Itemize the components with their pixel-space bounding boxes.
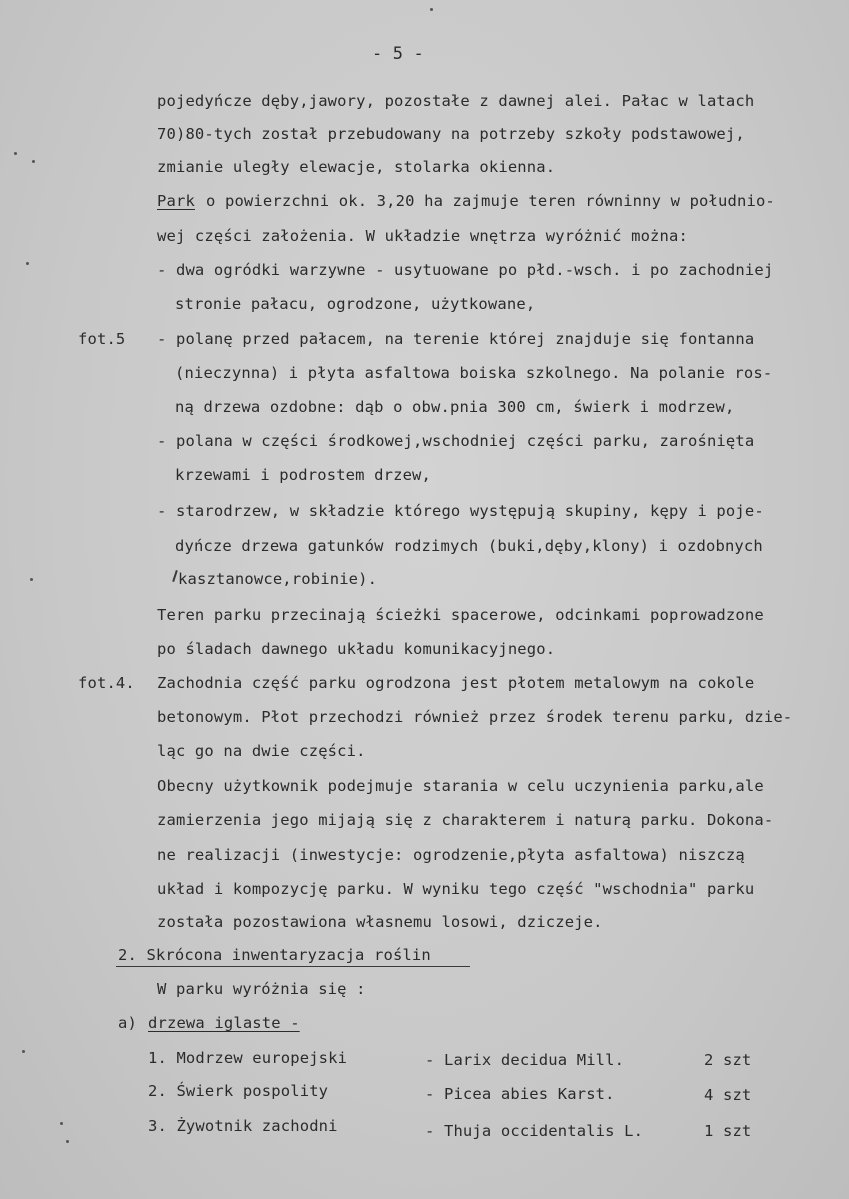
body-line: betonowym. Płot przechodzi również przez środek terenu parku, dzie- bbox=[157, 708, 793, 726]
body-line: (nieczynna) i płyta asfaltowa boiska szkolnego. Na polanie ros- bbox=[175, 364, 773, 382]
body-line: - starodrzew, w składzie którego występują skupiny, kępy i poje- bbox=[157, 502, 764, 520]
subsection-title: drzewa iglaste - bbox=[148, 1014, 300, 1032]
margin-note-fot5: fot.5 bbox=[78, 330, 126, 348]
tree-count: 1 szt bbox=[704, 1122, 752, 1140]
body-line: - polanę przed pałacem, na terenie której znajduje się fontanna bbox=[157, 330, 755, 348]
paper-speck bbox=[22, 1050, 25, 1053]
paper-speck bbox=[30, 578, 33, 581]
tree-name: 3. Żywotnik zachodni bbox=[148, 1117, 338, 1135]
page-number: - 5 - bbox=[372, 44, 424, 64]
subsection-marker: a) bbox=[118, 1014, 137, 1032]
body-line: kasztanowce,robinie). bbox=[178, 570, 378, 588]
paper-speck bbox=[26, 262, 29, 265]
paper-speck bbox=[32, 160, 35, 163]
tree-latin: - Larix decidua Mill. bbox=[425, 1051, 625, 1069]
tree-latin: - Thuja occidentalis L. bbox=[425, 1122, 644, 1140]
tree-latin: - Picea abies Karst. bbox=[425, 1085, 615, 1103]
body-line: stronie pałacu, ogrodzone, użytkowane, bbox=[175, 295, 536, 313]
body-line: Zachodnia część parku ogrodzona jest płotem metalowym na cokole bbox=[157, 674, 755, 692]
body-line: ną drzewa ozdobne: dąb o obw.pnia 300 cm, świerk i modrzew, bbox=[175, 398, 735, 416]
body-line: ląc go na dwie części. bbox=[157, 742, 366, 760]
tree-name: 2. Świerk pospolity bbox=[148, 1082, 329, 1100]
body-line: wej części założenia. W układzie wnętrza wyróżnić można: bbox=[157, 227, 688, 245]
body-line: Obecny użytkownik podejmuje starania w celu uczynienia parku,ale bbox=[157, 777, 764, 795]
section-heading-underline bbox=[116, 966, 470, 967]
body-line: pojedyńcze dęby,jawory, pozostałe z dawnej alei. Pałac w latach bbox=[157, 92, 755, 110]
body-line: zamierzenia jego mijają się z charakterem i naturą parku. Dokona- bbox=[157, 811, 774, 829]
tree-count: 2 szt bbox=[704, 1051, 752, 1069]
body-line: zmianie uległy elewacje, stolarka okienna. bbox=[157, 158, 556, 176]
park-word: Park bbox=[157, 192, 195, 210]
body-line: o powierzchni ok. 3,20 ha zajmuje teren równinny w południo- bbox=[206, 192, 775, 210]
paper-speck bbox=[430, 8, 433, 11]
tree-count: 4 szt bbox=[704, 1086, 752, 1104]
section-intro: W parku wyróżnia się : bbox=[157, 980, 366, 998]
body-line: - dwa ogródki warzywne - usytuowane po płd.-wsch. i po zachodniej bbox=[157, 261, 774, 279]
paper-speck bbox=[14, 152, 17, 155]
body-line: 70)80-tych został przebudowany na potrzeby szkoły podstawowej, bbox=[157, 125, 745, 143]
body-line: dyńcze drzewa gatunków rodzimych (buki,dęby,klony) i ozdobnych bbox=[175, 537, 763, 555]
body-line: układ i kompozycję parku. W wyniku tego część "wschodnia" parku bbox=[157, 880, 755, 898]
body-line: - polana w części środkowej,wschodniej części parku, zarośnięta bbox=[157, 432, 755, 450]
body-line: ne realizacji (inwestycje: ogrodzenie,płyta asfaltowa) niszczą bbox=[157, 846, 745, 864]
margin-note-fot4: fot.4. bbox=[78, 674, 135, 692]
body-line: Teren parku przecinają ścieżki spacerowe, odcinkami poprowadzone bbox=[157, 606, 764, 624]
body-line: po śladach dawnego układu komunikacyjnego. bbox=[157, 640, 556, 658]
body-line: krzewami i podrostem drzew, bbox=[175, 466, 432, 484]
section-heading: 2. Skrócona inwentaryzacja roślin bbox=[118, 946, 431, 964]
pen-mark bbox=[172, 570, 178, 582]
tree-name: 1. Modrzew europejski bbox=[148, 1049, 348, 1067]
paper-speck bbox=[60, 1122, 63, 1125]
body-line: została pozostawiona własnemu losowi, dziczeje. bbox=[157, 913, 603, 931]
paper-speck bbox=[66, 1140, 69, 1143]
